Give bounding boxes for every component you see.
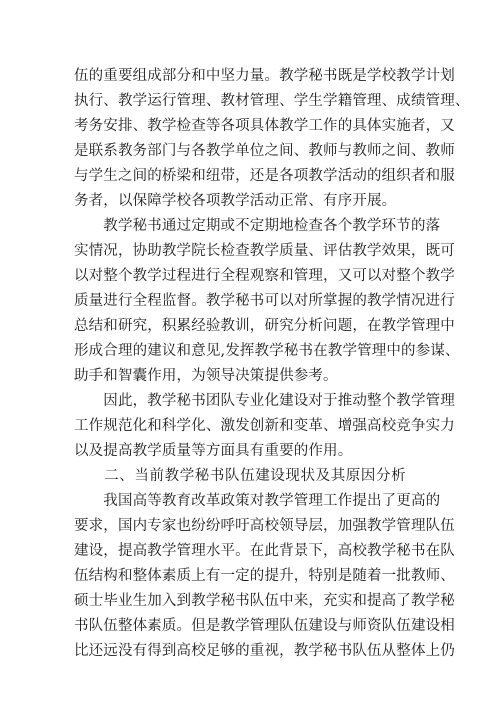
- text-line: 助手和智囊作用，为领导决策提供参考。: [74, 368, 338, 384]
- text-line: 质量进行全程监督。教学秘书可以对所掌握的教学情况进行: [74, 293, 455, 309]
- text-line: 教学秘书通过定期或不定期地检查各个教学环节的落: [74, 218, 441, 234]
- text-line: 是联系教务部门与各教学单位之间、教师与教师之间、教师: [74, 143, 455, 159]
- text-line: 总结和研究，积累经验教训，研究分析问题，在教学管理中: [74, 318, 455, 334]
- text-line: 因此，教学秘书团队专业化建设对于推动整个教学管理: [74, 393, 455, 409]
- section-heading: 二、当前教学秘书队伍建设现状及其原因分析: [74, 468, 407, 484]
- text-line: 以对整个教学过程进行全程观察和管理，又可以对整个教学: [74, 268, 455, 284]
- text-line: 考务安排、教学检查等各项具体教学工作的具体实施者，又: [74, 118, 455, 134]
- text-line: 执行、教学运行管理、教材管理、学生学籍管理、成绩管理、: [74, 93, 470, 109]
- text-line: 伍结构和整体素质上有一定的提升，特别是随着一批教师、: [74, 568, 455, 584]
- text-line: 形成合理的建议和意见,发挥教学秘书在教学管理中的参谋、: [74, 343, 460, 359]
- text-line: 我国高等教育改革政策对教学管理工作提出了更高的: [74, 493, 441, 509]
- text-line: 工作规范化和科学化、激发创新和变革、增强高校竞争实力: [74, 418, 455, 434]
- text-line: 务者，以保障学校各项教学活动正常、有序开展。: [74, 193, 397, 209]
- document-body: [74, 64, 470, 664]
- text-line: 要求，国内专家也纷纷呼吁高校领导层，加强教学管理队伍: [74, 518, 455, 534]
- text-line: 实情况，协助教学院长检查教学质量、评估教学效果，既可: [74, 243, 455, 259]
- text-line: 与学生之间的桥梁和纽带，还是各项教学活动的组织者和服: [74, 168, 455, 184]
- text-line: 书队伍整体素质。但是教学管理队伍建设与师资队伍建设相: [74, 618, 455, 634]
- text-line: 以及提高教学质量等方面具有重要的作用。: [74, 443, 353, 459]
- text-line: 伍的重要组成部分和中坚力量。教学秘书既是学校教学计划: [74, 68, 455, 84]
- text-line: 比还远没有得到高校足够的重视，教学秘书队伍从整体上仍: [74, 643, 455, 659]
- text-line: 建设，提高教学管理水平。在此背景下，高校教学秘书在队: [74, 543, 455, 559]
- text-line: 硕士毕业生加入到教学秘书队伍中来，充实和提高了教学秘: [74, 593, 455, 609]
